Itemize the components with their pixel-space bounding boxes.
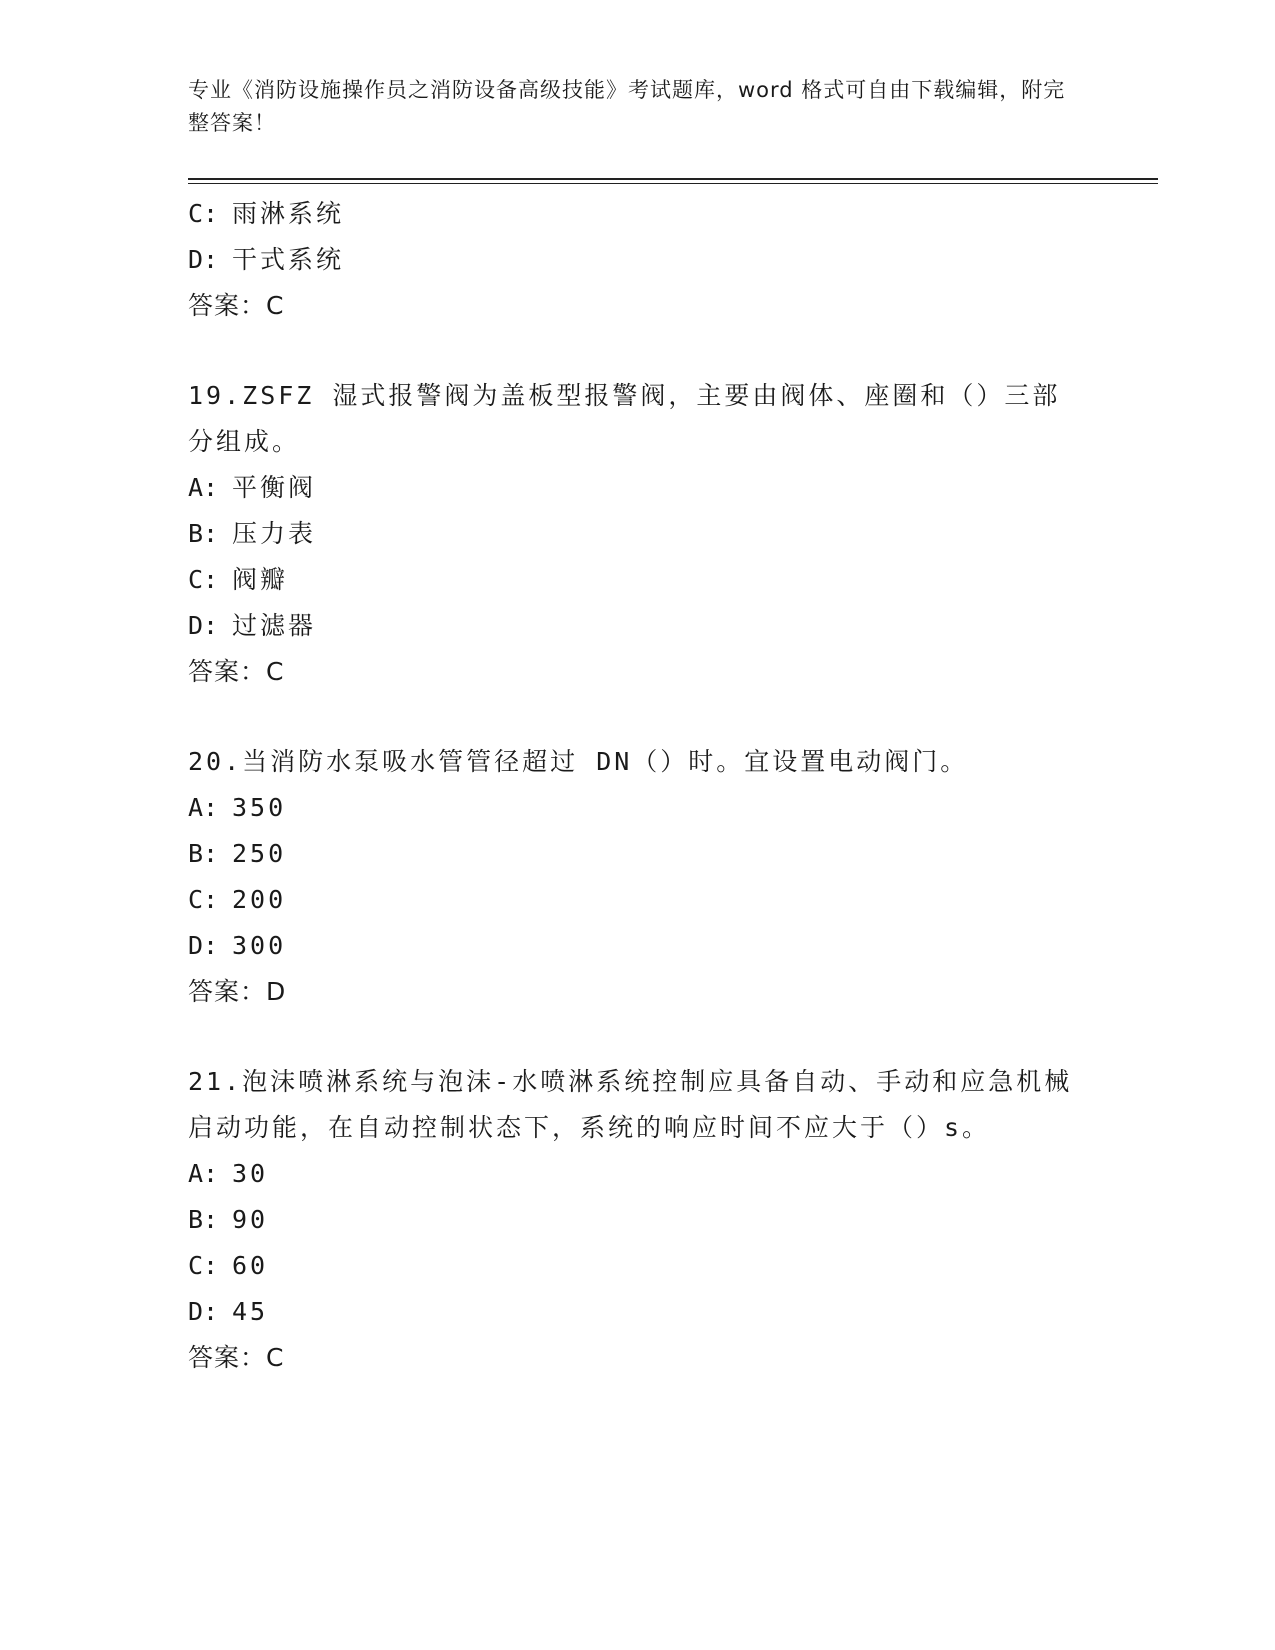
option-a: A: 30	[188, 1159, 269, 1188]
question-text: 19.ZSFZ 湿式报警阀为盖板型报警阀，主要由阀体、座圈和（）三部分组成。	[188, 381, 1061, 456]
answer-line: 答案：C	[188, 291, 285, 320]
option-d: D: 45	[188, 1297, 269, 1326]
option-c: C: 60	[188, 1251, 269, 1280]
question-partial	[188, 191, 1088, 329]
option-c: C: 200	[188, 885, 287, 914]
option-c: C: 阀瓣	[188, 565, 289, 594]
question-text: 20.当消防水泵吸水管管径超过 DN（）时。宜设置电动阀门。	[188, 747, 969, 776]
option-d: D: 300	[188, 931, 287, 960]
option-a: A: 平衡阀	[188, 473, 317, 502]
question-list	[188, 191, 1088, 1381]
question-21	[188, 1059, 1088, 1381]
answer-line: 答案：C	[188, 1343, 285, 1372]
option-b: B: 90	[188, 1205, 269, 1234]
answer-line: 答案：C	[188, 657, 285, 686]
header-divider-thin	[188, 183, 1158, 184]
header-divider-thick	[188, 178, 1158, 180]
option-d: D: 过滤器	[188, 611, 317, 640]
option-d: D: 干式系统	[188, 245, 345, 274]
question-text: 21.泡沫喷淋系统与泡沫-水喷淋系统控制应具备自动、手动和应急机械启动功能，在自动控制状态下，系统的响应时间不应大于（）s。	[188, 1067, 1073, 1142]
question-19	[188, 373, 1088, 695]
option-b: B: 压力表	[188, 519, 317, 548]
option-b: B: 250	[188, 839, 287, 868]
document-header	[188, 74, 1068, 140]
header-text: 专业《消防设施操作员之消防设备高级技能》考试题库，word 格式可自由下载编辑，附完整答案！	[188, 78, 1066, 135]
answer-line: 答案：D	[188, 977, 287, 1006]
option-a: A: 350	[188, 793, 287, 822]
option-c: C: 雨淋系统	[188, 199, 345, 228]
question-20	[188, 739, 1088, 1015]
